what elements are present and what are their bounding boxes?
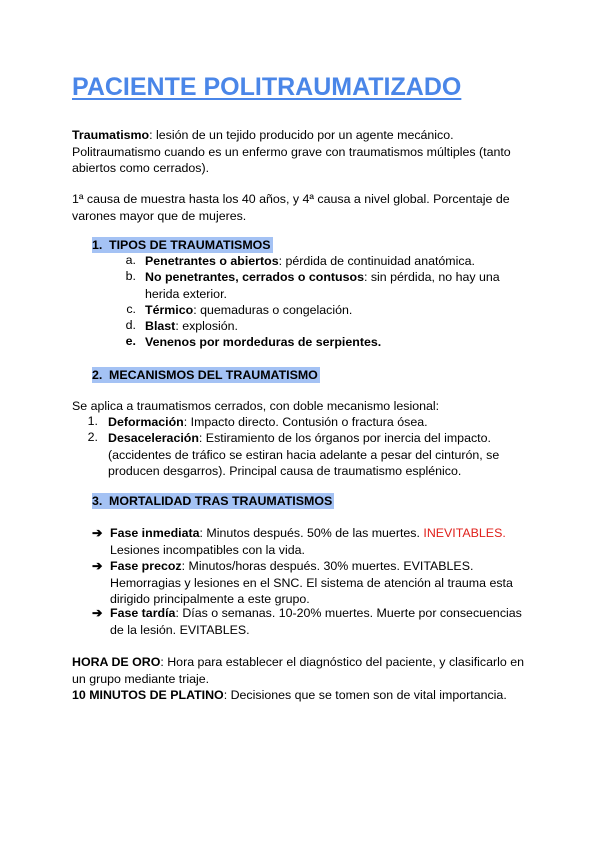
list-item: Fase inmediata: Minutos después. 50% de las muertes. INEVITABLES. Lesiones incompatibles con la vida. xyxy=(110,526,506,557)
golden-hour-note: HORA DE ORO: Hora para establecer el diagnóstico del paciente, y clasificarlo en un grupo mediante triaje. xyxy=(72,655,525,686)
platinum-minutes-note: 10 MINUTOS DE PLATINO: Decisiones que se tomen son de vital importancia. xyxy=(72,688,507,702)
list-item: Venenos por mordeduras de serpientes. xyxy=(145,335,382,349)
list-item: Blast: explosión. xyxy=(145,319,238,333)
list-marker: b. xyxy=(125,269,136,283)
inevitable-label: INEVITABLES. xyxy=(423,526,506,540)
section-heading-2 xyxy=(92,367,320,383)
list-item: Penetrantes o abiertos: pérdida de continuidad anatómica. xyxy=(145,254,475,268)
section-number: 1. xyxy=(92,238,103,252)
arrow-bullet-icon: ➔ xyxy=(92,526,103,540)
list-item: Fase precoz: Minutos/horas después. 30% muertes. EVITABLES. Hemorragias y lesiones en el SNC. El sistema de atención al trauma esta dirigido principalmente a este grupo. xyxy=(110,559,513,606)
list-marker: c. xyxy=(126,302,136,316)
intro-definition xyxy=(72,127,532,177)
list-marker: e. xyxy=(125,334,136,348)
section-heading-3 xyxy=(92,493,334,509)
section-number: 2. xyxy=(92,368,103,382)
intro-def: : lesión de un tejido producido por un agente mecánico. xyxy=(149,128,454,142)
section-number: 3. xyxy=(92,494,103,508)
section-title: MECANISMOS DEL TRAUMATISMO xyxy=(109,368,318,382)
list-marker: d. xyxy=(125,318,136,332)
section-title: MORTALIDAD TRAS TRAUMATISMOS xyxy=(109,494,333,508)
list-item: No penetrantes, cerrados o contusos: sin pérdida, no hay una herida exterior. xyxy=(145,270,500,301)
list-item: Térmico: quemaduras o congelación. xyxy=(145,303,353,317)
list-item: Deformación: Impacto directo. Contusión o fractura ósea. xyxy=(108,415,428,429)
section-heading-1 xyxy=(92,237,273,253)
list-marker: 2. xyxy=(87,430,98,444)
intro-line2: Politraumatismo cuando es un enfermo grave con traumatismos múltiples (tanto abiertos como cerrados). xyxy=(72,144,511,175)
arrow-bullet-icon: ➔ xyxy=(92,559,103,573)
list-marker: a. xyxy=(125,253,136,267)
intro-term: Traumatismo xyxy=(72,128,150,142)
list-item: Desaceleración: Estiramiento de los órganos por inercia del impacto. (accidentes de tráfico se estiran hacia adelante a pesar del cinturón, se producen desgarros). Principal causa de traumatismo esplénico. xyxy=(108,431,500,478)
arrow-bullet-icon: ➔ xyxy=(92,606,103,620)
page-title: PACIENTE POLITRAUMATIZADO xyxy=(72,73,462,101)
intro-stats: 1ª causa de muestra hasta los 40 años, y 4ª causa a nivel global. Porcentaje de varones mayor que de mujeres. xyxy=(72,192,510,223)
section-title: TIPOS DE TRAUMATISMOS xyxy=(109,238,271,252)
list-marker: 1. xyxy=(87,414,98,428)
list-item: Fase tardía: Días o semanas. 10-20% muertes. Muerte por consecuencias de la lesión. EVITABLES. xyxy=(110,606,522,637)
section2-intro: Se aplica a traumatismos cerrados, con doble mecanismo lesional: xyxy=(72,399,440,413)
